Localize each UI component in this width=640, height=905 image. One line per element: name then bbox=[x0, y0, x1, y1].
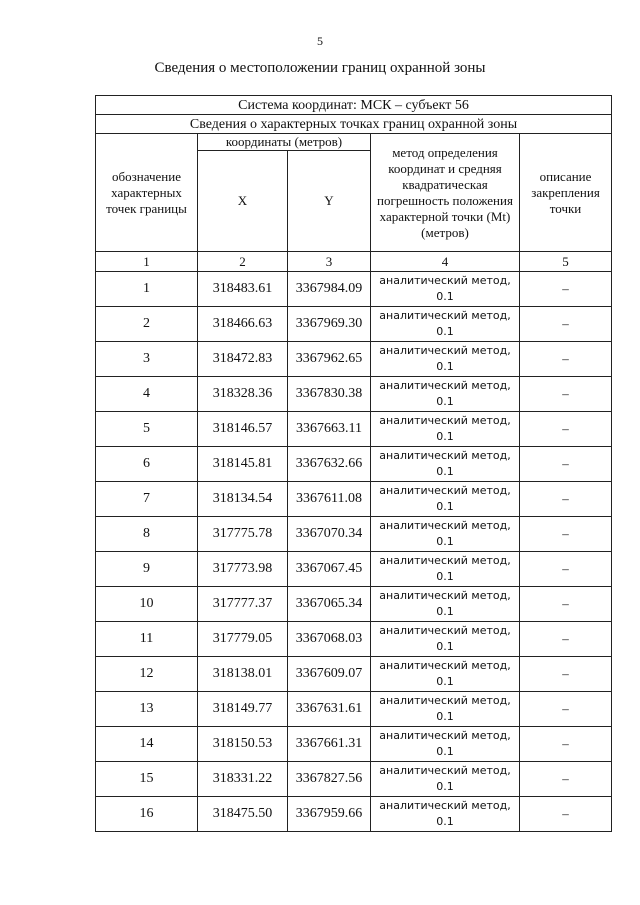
y-coordinate-cell: 3367632.66 bbox=[288, 447, 371, 482]
point-id-cell: 8 bbox=[96, 517, 198, 552]
x-coordinate-cell: 318472.83 bbox=[198, 342, 288, 377]
point-id-cell: 5 bbox=[96, 412, 198, 447]
description-cell: – bbox=[520, 587, 612, 622]
header-description: описание закрепления точки bbox=[520, 134, 612, 252]
table-row bbox=[96, 622, 612, 657]
method-cell: аналитический метод, 0.1 bbox=[371, 412, 520, 447]
point-id-cell: 15 bbox=[96, 762, 198, 797]
y-coordinate-cell: 3367070.34 bbox=[288, 517, 371, 552]
x-coordinate-cell: 318145.81 bbox=[198, 447, 288, 482]
table-row bbox=[96, 552, 612, 587]
method-cell: аналитический метод, 0.1 bbox=[371, 517, 520, 552]
table-row bbox=[96, 482, 612, 517]
column-number: 1 bbox=[96, 252, 198, 272]
description-cell: – bbox=[520, 412, 612, 447]
point-id-cell: 9 bbox=[96, 552, 198, 587]
point-id-cell: 12 bbox=[96, 657, 198, 692]
method-cell: аналитический метод, 0.1 bbox=[371, 482, 520, 517]
method-cell: аналитический метод, 0.1 bbox=[371, 447, 520, 482]
column-number: 5 bbox=[520, 252, 612, 272]
point-id-cell: 11 bbox=[96, 622, 198, 657]
table-row bbox=[96, 657, 612, 692]
x-coordinate-cell: 318150.53 bbox=[198, 727, 288, 762]
coordinate-system-cell: Система координат: МСК – субъект 56 bbox=[96, 96, 612, 115]
method-cell: аналитический метод, 0.1 bbox=[371, 797, 520, 832]
method-cell: аналитический метод, 0.1 bbox=[371, 307, 520, 342]
x-coordinate-cell: 317773.98 bbox=[198, 552, 288, 587]
document-title: Сведения о местоположении границ охранной зоны bbox=[154, 60, 486, 76]
point-id-cell: 3 bbox=[96, 342, 198, 377]
y-coordinate-cell: 3367663.11 bbox=[288, 412, 371, 447]
method-cell: аналитический метод, 0.1 bbox=[371, 622, 520, 657]
table-row bbox=[96, 412, 612, 447]
x-coordinate-cell: 318331.22 bbox=[198, 762, 288, 797]
header-point-designation: обозначение характерных точек границы bbox=[96, 134, 198, 252]
description-cell: – bbox=[520, 307, 612, 342]
header-x: X bbox=[198, 151, 288, 252]
table-row bbox=[96, 447, 612, 482]
header-y: Y bbox=[288, 151, 371, 252]
x-coordinate-cell: 318146.57 bbox=[198, 412, 288, 447]
y-coordinate-cell: 3367068.03 bbox=[288, 622, 371, 657]
point-id-cell: 4 bbox=[96, 377, 198, 412]
description-cell: – bbox=[520, 447, 612, 482]
point-id-cell: 13 bbox=[96, 692, 198, 727]
point-id-cell: 1 bbox=[96, 272, 198, 307]
table-subtitle-cell: Сведения о характерных точках границ охранной зоны bbox=[96, 115, 612, 134]
table-row bbox=[96, 517, 612, 552]
point-id-cell: 2 bbox=[96, 307, 198, 342]
description-cell: – bbox=[520, 517, 612, 552]
y-coordinate-cell: 3367827.56 bbox=[288, 762, 371, 797]
column-number: 3 bbox=[288, 252, 371, 272]
description-cell: – bbox=[520, 657, 612, 692]
table-row bbox=[96, 307, 612, 342]
point-id-cell: 7 bbox=[96, 482, 198, 517]
table-row bbox=[96, 272, 612, 307]
x-coordinate-cell: 318138.01 bbox=[198, 657, 288, 692]
y-coordinate-cell: 3367611.08 bbox=[288, 482, 371, 517]
description-cell: – bbox=[520, 342, 612, 377]
table-row bbox=[96, 797, 612, 832]
description-cell: – bbox=[520, 797, 612, 832]
point-id-cell: 10 bbox=[96, 587, 198, 622]
description-cell: – bbox=[520, 727, 612, 762]
table-row bbox=[96, 377, 612, 412]
x-coordinate-cell: 318483.61 bbox=[198, 272, 288, 307]
column-number: 2 bbox=[198, 252, 288, 272]
description-cell: – bbox=[520, 552, 612, 587]
table-row bbox=[96, 727, 612, 762]
table-row bbox=[96, 587, 612, 622]
y-coordinate-cell: 3367609.07 bbox=[288, 657, 371, 692]
point-id-cell: 14 bbox=[96, 727, 198, 762]
y-coordinate-cell: 3367661.31 bbox=[288, 727, 371, 762]
x-coordinate-cell: 318466.63 bbox=[198, 307, 288, 342]
table-row bbox=[96, 692, 612, 727]
point-id-cell: 6 bbox=[96, 447, 198, 482]
method-cell: аналитический метод, 0.1 bbox=[371, 342, 520, 377]
x-coordinate-cell: 317777.37 bbox=[198, 587, 288, 622]
method-cell: аналитический метод, 0.1 bbox=[371, 272, 520, 307]
method-cell: аналитический метод, 0.1 bbox=[371, 762, 520, 797]
column-number: 4 bbox=[371, 252, 520, 272]
description-cell: – bbox=[520, 622, 612, 657]
method-cell: аналитический метод, 0.1 bbox=[371, 587, 520, 622]
x-coordinate-cell: 318149.77 bbox=[198, 692, 288, 727]
method-cell: аналитический метод, 0.1 bbox=[371, 727, 520, 762]
point-id-cell: 16 bbox=[96, 797, 198, 832]
header-method: метод определения координат и средняя квадратическая погрешность положения характерной точки (Mt) (метров) bbox=[371, 134, 520, 252]
y-coordinate-cell: 3367830.38 bbox=[288, 377, 371, 412]
x-coordinate-cell: 317775.78 bbox=[198, 517, 288, 552]
description-cell: – bbox=[520, 377, 612, 412]
method-cell: аналитический метод, 0.1 bbox=[371, 552, 520, 587]
description-cell: – bbox=[520, 762, 612, 797]
y-coordinate-cell: 3367984.09 bbox=[288, 272, 371, 307]
y-coordinate-cell: 3367631.61 bbox=[288, 692, 371, 727]
x-coordinate-cell: 318475.50 bbox=[198, 797, 288, 832]
x-coordinate-cell: 318328.36 bbox=[198, 377, 288, 412]
y-coordinate-cell: 3367962.65 bbox=[288, 342, 371, 377]
method-cell: аналитический метод, 0.1 bbox=[371, 657, 520, 692]
x-coordinate-cell: 317779.05 bbox=[198, 622, 288, 657]
description-cell: – bbox=[520, 482, 612, 517]
boundary-points-table bbox=[95, 95, 612, 832]
method-cell: аналитический метод, 0.1 bbox=[371, 692, 520, 727]
y-coordinate-cell: 3367959.66 bbox=[288, 797, 371, 832]
header-coordinates: координаты (метров) bbox=[198, 134, 371, 151]
page-number: 5 bbox=[317, 34, 323, 48]
y-coordinate-cell: 3367067.45 bbox=[288, 552, 371, 587]
method-cell: аналитический метод, 0.1 bbox=[371, 377, 520, 412]
x-coordinate-cell: 318134.54 bbox=[198, 482, 288, 517]
table-row bbox=[96, 342, 612, 377]
y-coordinate-cell: 3367969.30 bbox=[288, 307, 371, 342]
description-cell: – bbox=[520, 272, 612, 307]
description-cell: – bbox=[520, 692, 612, 727]
y-coordinate-cell: 3367065.34 bbox=[288, 587, 371, 622]
table-row bbox=[96, 762, 612, 797]
